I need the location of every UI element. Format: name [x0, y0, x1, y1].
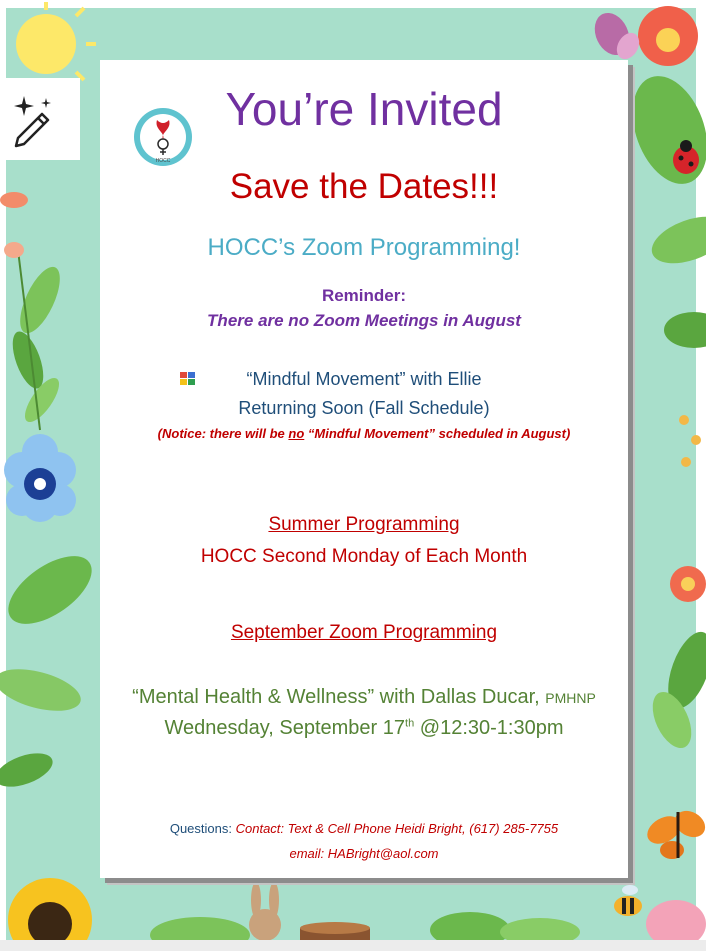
magic-pen-icon [8, 92, 64, 148]
bee [614, 885, 642, 916]
september-programming-heading: September Zoom Programming [230, 622, 498, 643]
invitation-card [100, 60, 628, 878]
august-notice: (Notice: there will be no “Mindful Movement” scheduled in August) [157, 426, 571, 441]
top-right-flowers [588, 6, 698, 66]
summer-programming-heading: Summer Programming [268, 514, 460, 535]
blue-flower [4, 434, 76, 522]
sun-illustration [16, 2, 96, 80]
event-title: “Mental Health & Wellness” with Dallas Ducar, PMHNP [132, 686, 596, 708]
butterfly [642, 806, 706, 859]
magic-pen-tool[interactable] [0, 78, 80, 160]
reminder-label: Reminder: [321, 286, 407, 305]
contact-email: email: HABright@aol.com [289, 846, 439, 861]
event-date: Wednesday, September 17th @12:30-1:30pm [164, 717, 564, 739]
bunny [249, 882, 281, 941]
zoom-programming-heading: HOCC’s Zoom Programming! [207, 234, 521, 261]
summer-programming-detail: HOCC Second Monday of Each Month [200, 546, 528, 567]
svg-text:HOCC: HOCC [155, 158, 171, 164]
bottom-strip [0, 940, 706, 951]
mindful-movement-title: “Mindful Movement” with Ellie [246, 369, 482, 389]
mindful-movement-status: Returning Soon (Fall Schedule) [238, 398, 490, 418]
save-the-dates: Save the Dates!!! [229, 167, 499, 206]
reminder-text: There are no Zoom Meetings in August [207, 311, 521, 330]
questions-contact: Questions: Contact: Text & Cell Phone Heidi Bright, (617) 285-7755 [169, 821, 559, 836]
invitation-title: You’re Invited [225, 83, 503, 135]
